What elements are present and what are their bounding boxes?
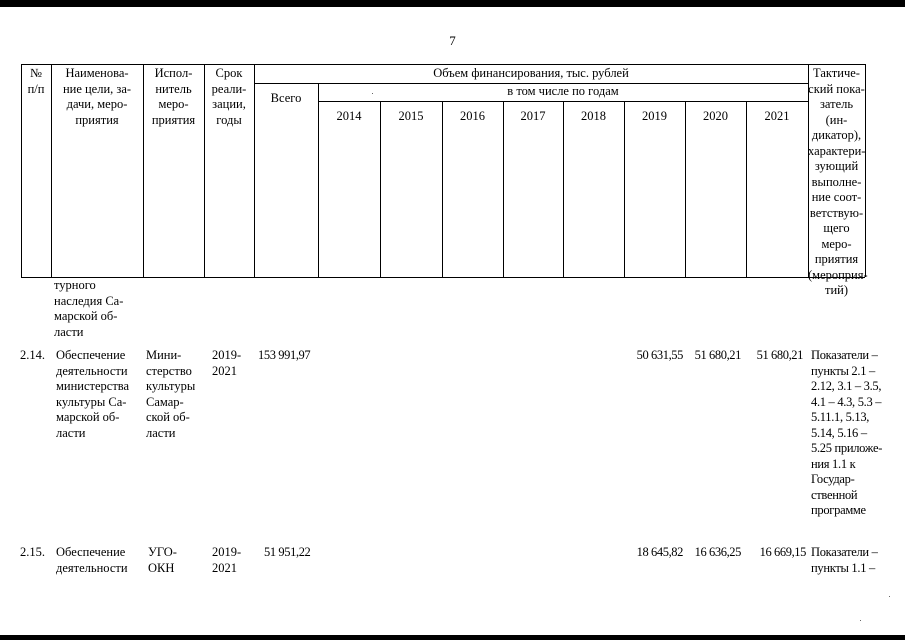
scan-speck [889,596,890,597]
header-total: Всего [270,91,302,105]
page-number: 7 [449,33,456,48]
row-executor: Мини- стерство культуры Самар- ской об- ласти [146,348,196,440]
row-indicator: Показатели – пункты 2.1 – 2.12, 3.1 – 3.5, 4.1 – 4.3, 5.3 – 5.11.1, 5.13, 5.14, 5.16 – 5.25 приложе- ния 1.1 к Государ- ственной программе [811,348,883,517]
row-2021: 51 680,21 [756,348,803,362]
header-year: 2021 [764,109,790,123]
header-term: Срок реали- зации, годы [211,66,247,127]
row-number: 2.15. [20,545,45,559]
bottom-border [0,635,905,640]
col-border [685,101,686,277]
row-2020: 16 636,25 [694,545,741,559]
header-indicator: Тактиче- ский пока- затель (ин- дикатор), характери- зующий выполне- ние соот- ветствую- щего меро- приятия (мероприя- тий) [808,66,868,297]
header-executor: Испол- нитель меро- приятия [151,66,196,127]
header-year: 2016 [460,109,485,123]
header-year: 2017 [520,109,546,123]
header-by-years: в том числе по годам [507,84,619,98]
header-year: 2018 [581,109,606,123]
header-bottom-line [21,277,865,278]
row-2019: 50 631,55 [636,348,683,362]
row-term: 2019- 2021 [212,545,242,575]
header-year: 2015 [398,109,424,123]
row-2019: 18 645,82 [636,545,683,559]
row-number: 2.14. [20,348,45,362]
col-border [624,101,625,277]
header-name: Наименова- ние цели, за- дачи, меро- приятия [62,66,132,127]
header-year: 2014 [336,109,362,123]
scan-speck [860,620,861,621]
col-border [503,101,504,277]
row-name: Обеспечение деятельности министерства культуры Са- марской об- ласти [56,348,130,440]
continued-name-cell: турного наследия Са- марской об- ласти [54,278,124,339]
row-term: 2019- 2021 [212,348,242,378]
scan-speck [372,93,373,94]
row-indicator: Показатели – пункты 1.1 – [811,545,878,575]
top-border [0,0,905,7]
col-border [865,64,866,277]
col-border [746,101,747,277]
header-funding-group: Объем финансирования, тыс. рублей [433,66,629,80]
col-border [563,101,564,277]
row-2020: 51 680,21 [694,348,741,362]
row-executor: УГО- ОКН [148,545,177,575]
header-year: 2020 [703,109,728,123]
col-border [442,101,443,277]
row-total: 153 991,97 [258,348,311,362]
row-total: 51 951,22 [264,545,311,559]
header-top-line [21,64,865,65]
col-border [380,101,381,277]
row-2021: 16 669,15 [759,545,806,559]
row-name: Обеспечение деятельности [56,545,128,575]
header-num: № п/п [27,66,45,96]
header-year: 2019 [642,109,667,123]
